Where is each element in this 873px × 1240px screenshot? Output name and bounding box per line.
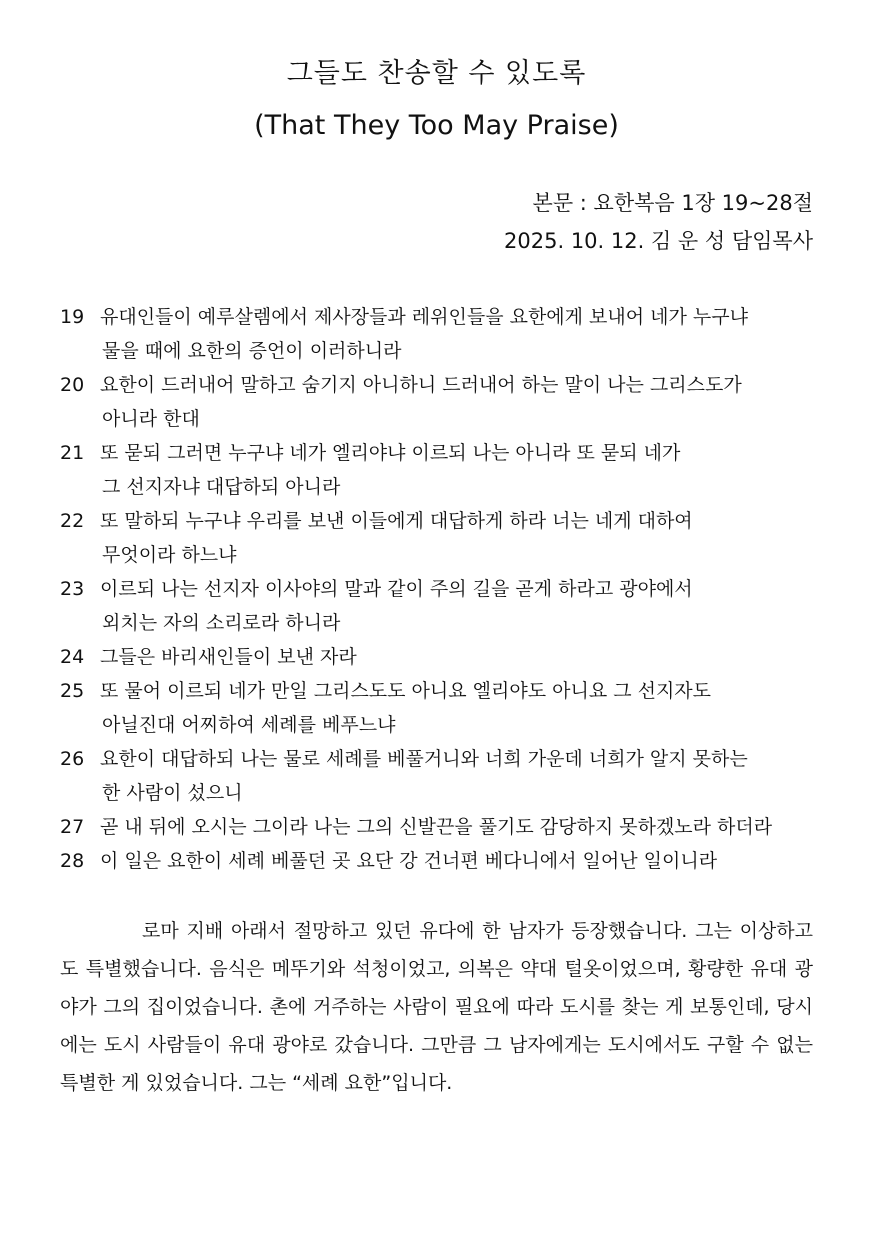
verse-number: 19 <box>60 306 85 328</box>
verse-text-line: 곧 내 뒤에 오시는 그이라 나는 그의 신발끈을 풀기도 감당하지 못하겠노라 하더라 <box>100 816 773 838</box>
verse-text-line: 그 선지자냐 대답하되 아니라 <box>102 476 341 498</box>
verse-item <box>60 572 813 640</box>
verse-item <box>60 742 813 810</box>
verse-item <box>60 810 813 844</box>
verse-number: 25 <box>60 680 85 702</box>
verse-number: 28 <box>60 850 85 872</box>
verse-item <box>60 640 813 674</box>
sermon-meta <box>60 184 813 260</box>
verse-text-line: 요한이 드러내어 말하고 숨기지 아니하니 드러내어 하는 말이 나는 그리스도가 <box>100 374 742 396</box>
verse-text-line: 유대인들이 예루살렘에서 제사장들과 레위인들을 요한에게 보내어 네가 누구냐 <box>100 306 748 328</box>
verse-number: 27 <box>60 816 85 838</box>
verse-item <box>60 368 813 436</box>
verse-text-line: 아닐진대 어찌하여 세례를 베푸느냐 <box>102 714 396 736</box>
verse-text-line: 또 말하되 누구냐 우리를 보낸 이들에게 대답하게 하라 너는 네게 대하여 <box>100 510 693 532</box>
verse-text-line: 이르되 나는 선지자 이사야의 말과 같이 주의 길을 곧게 하라고 광야에서 <box>100 578 693 600</box>
verse-number: 24 <box>60 646 85 668</box>
verse-text-line: 아니라 한대 <box>102 408 200 430</box>
sermon-body-paragraph: 로마 지배 아래서 절망하고 있던 유다에 한 남자가 등장했습니다. 그는 이상하고도 특별했습니다. 음식은 메뚜기와 석청이었고, 의복은 약대 털옷이었으며, 황량한 유대 광야가 그의 집이었습니다. 촌에 거주하는 사람이 필요에 따라 도시를 찾는 게 보통인데, 당시에는 도시 사람들이 유대 광야로 갔습니다. 그만큼 그 남자에게는 도시에서도 구할 수 없는 특별한 게 있었습니다. 그는 “세례 요한”입니다. <box>60 920 813 1094</box>
verse-text-line: 한 사람이 섰으니 <box>102 782 243 804</box>
verse-item <box>60 436 813 504</box>
verse-number: 21 <box>60 442 85 464</box>
sermon-subtitle: (That They Too May Praise) <box>254 110 619 141</box>
verse-text-line: 이 일은 요한이 세례 베풀던 곳 요단 강 건너편 베다니에서 일어난 일이니라 <box>100 850 718 872</box>
scripture-reference: 본문 : 요한복음 1장 19~28절 <box>532 191 813 215</box>
verse-text-line: 그들은 바리새인들이 보낸 자라 <box>100 646 357 668</box>
verse-text-line: 무엇이라 하느냐 <box>102 544 237 566</box>
verse-item <box>60 504 813 572</box>
verse-number: 20 <box>60 374 85 396</box>
verse-text-line: 외치는 자의 소리로라 하니라 <box>102 612 341 634</box>
verse-item <box>60 674 813 742</box>
verse-number: 26 <box>60 748 85 770</box>
verse-item <box>60 844 813 878</box>
document-page <box>0 48 873 1240</box>
verse-text-line: 또 물어 이르되 네가 만일 그리스도도 아니요 엘리야도 아니요 그 선지자도 <box>100 680 712 702</box>
verse-text-line: 또 묻되 그러면 누구냐 네가 엘리야냐 이르되 나는 아니라 또 묻되 네가 <box>100 442 681 464</box>
verse-text-line: 물을 때에 요한의 증언이 이러하니라 <box>102 340 402 362</box>
verse-item <box>60 300 813 368</box>
scripture-verses <box>60 300 813 878</box>
verse-number: 22 <box>60 510 85 532</box>
verse-text-line: 요한이 대답하되 나는 물로 세례를 베풀거니와 너희 가운데 너희가 알지 못하는 <box>100 748 748 770</box>
date-author: 2025. 10. 12. 김 운 성 담임목사 <box>504 229 813 253</box>
verse-number: 23 <box>60 578 85 600</box>
sermon-title: 그들도 찬송할 수 있도록 <box>286 58 587 89</box>
